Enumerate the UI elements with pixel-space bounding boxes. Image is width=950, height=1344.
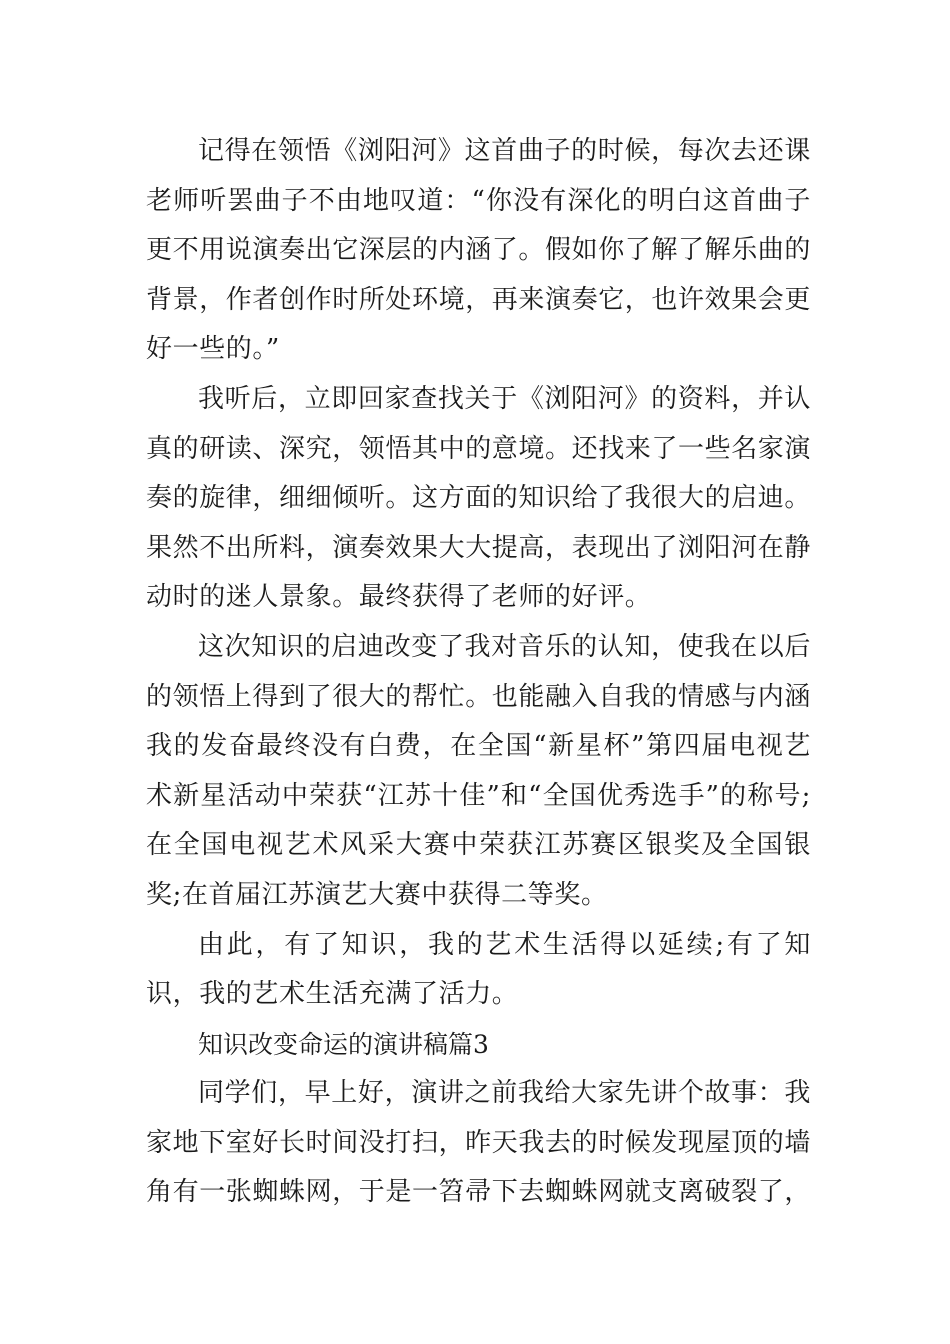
paragraph-conclusion: 由此，有了知识，我的艺术生活得以延续;有了知识，我的艺术生活充满了活力。 <box>146 929 811 1010</box>
paragraph-research: 我听后，立即回家查找关于《浏阳河》的资料，并认真的研读、深究，领悟其中的意境。还找来了一些名家演奏的旋律，细细倾听。这方面的知识给了我很大的启迪。果然不出所料，演奏效果大大提高，表现出了浏阳河在静动时的迷人景象。最终获得了老师的好评。 <box>146 383 812 613</box>
paragraph-liuyanghe-lesson: 记得在领悟《浏阳河》这首曲子的时候，每次去还课老师听罢曲子不由地叹道：“你没有深化的明白这首曲子更不用说演奏出它深层的内涵了。假如你了解了解乐曲的背景，作者创作时所处环境，再来演奏它，也许效果会更好一些的。” <box>146 136 812 365</box>
document-body <box>146 127 811 1218</box>
section-heading: 知识改变命运的演讲稿篇3 <box>198 1029 489 1059</box>
paragraph-achievements: 这次知识的启迪改变了我对音乐的认知，使我在以后的领悟上得到了很大的帮忙。也能融入自我的情感与内涵我的发奋最终没有白费，在全国“新星杯”第四届电视艺术新星活动中荣获“江苏十佳”和“全国优秀选手”的称号;在全国电视艺术风采大赛中荣获江苏赛区银奖及全国银奖;在首届江苏演艺大赛中获得二等奖。 <box>146 631 812 910</box>
paragraph-speech-opening: 同学们，早上好，演讲之前我给大家先讲个故事：我家地下室好长时间没打扫，昨天我去的时候发现屋顶的墙角有一张蜘蛛网，于是一笤帚下去蜘蛛网就支离破裂了， <box>146 1078 812 1208</box>
